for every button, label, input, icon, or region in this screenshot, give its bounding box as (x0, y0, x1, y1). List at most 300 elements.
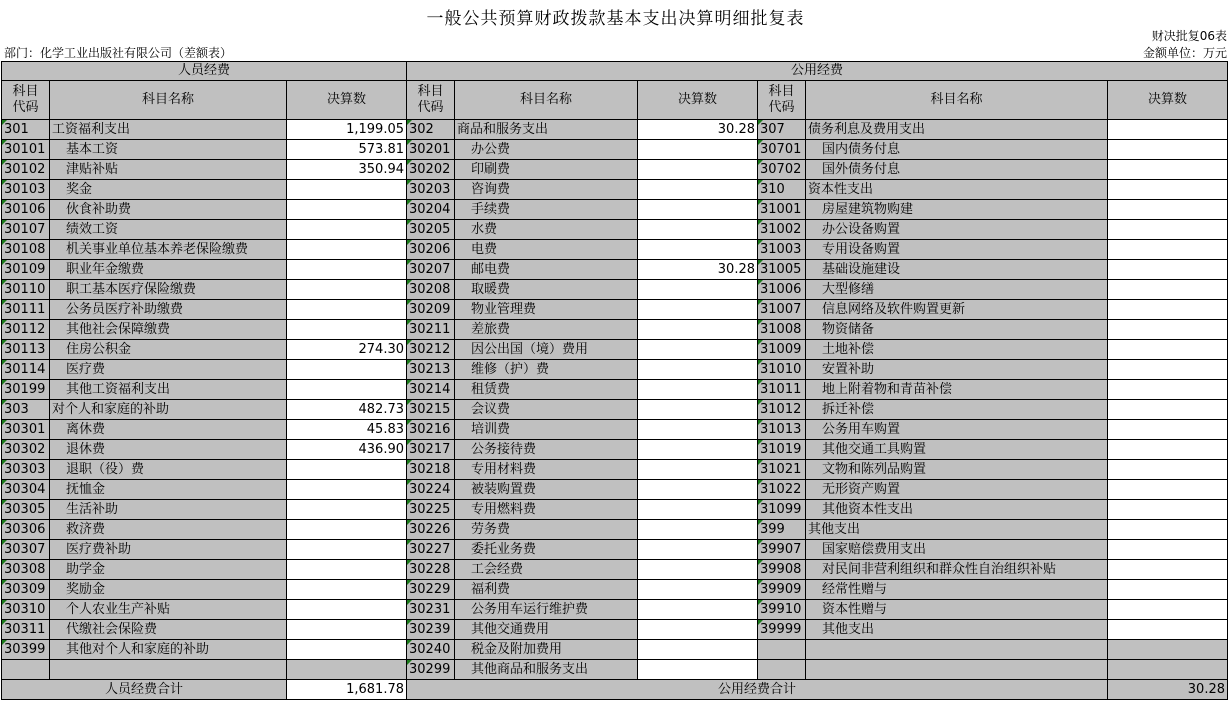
amount-cell[interactable] (287, 320, 407, 340)
amount-cell[interactable] (1108, 560, 1228, 580)
amount-cell[interactable] (1108, 180, 1228, 200)
amount-cell[interactable] (1108, 220, 1228, 240)
column-header-name: 科目名称 (455, 81, 638, 120)
table-row (2, 140, 1228, 160)
amount-cell[interactable] (287, 460, 407, 480)
subject-code: 30239 (407, 620, 455, 640)
code-header-text: 科目 代码 (768, 84, 795, 115)
subject-name: 个人农业生产补贴 (50, 600, 287, 620)
table-row (2, 660, 1228, 680)
subject-code: 30212 (407, 340, 455, 360)
amount-cell[interactable] (638, 480, 758, 500)
unit-label: 金额单位：万元 (1142, 46, 1227, 60)
column-header-name: 科目名称 (806, 81, 1108, 120)
subject-name: 会议费 (455, 400, 638, 420)
subject-name: 水费 (455, 220, 638, 240)
amount-cell[interactable] (1108, 360, 1228, 380)
subject-code: 30112 (2, 320, 50, 340)
subject-name (50, 660, 287, 680)
amount-cell[interactable] (287, 220, 407, 240)
table-row (2, 540, 1228, 560)
amount-cell[interactable] (1108, 140, 1228, 160)
amount-cell[interactable] (287, 260, 407, 280)
amount-cell[interactable] (1108, 340, 1228, 360)
subject-code: 30113 (2, 340, 50, 360)
subject-code: 31002 (758, 220, 806, 240)
amount-cell[interactable] (638, 300, 758, 320)
code-header-text: 科目 代码 (12, 84, 39, 115)
amount-cell[interactable] (638, 280, 758, 300)
amount-cell[interactable] (638, 160, 758, 180)
subject-code: 39999 (758, 620, 806, 640)
subject-code: 39909 (758, 580, 806, 600)
subject-code: 31007 (758, 300, 806, 320)
subject-code: 30227 (407, 540, 455, 560)
subject-code: 30208 (407, 280, 455, 300)
page-title: 一般公共预算财政拨款基本支出决算明细批复表 (426, 9, 805, 29)
subject-code: 30310 (2, 600, 50, 620)
subject-name: 职业年金缴费 (50, 260, 287, 280)
amount-cell[interactable] (1108, 120, 1228, 140)
amount-cell[interactable] (638, 140, 758, 160)
subject-name: 奖金 (50, 180, 287, 200)
subject-code: 30199 (2, 380, 50, 400)
column-header-name: 科目名称 (50, 81, 287, 120)
subject-code (2, 660, 50, 680)
subject-code: 30213 (407, 360, 455, 380)
amount-cell[interactable] (1108, 600, 1228, 620)
amount-cell[interactable] (1108, 440, 1228, 460)
subject-code: 30114 (2, 360, 50, 380)
amount-cell[interactable] (1108, 380, 1228, 400)
amount-cell[interactable]: 482.73 (287, 400, 407, 420)
subject-code: 399 (758, 520, 806, 540)
subject-name: 专用材料费 (455, 460, 638, 480)
subject-name: 劳务费 (455, 520, 638, 540)
subject-code: 30109 (2, 260, 50, 280)
subject-name: 奖励金 (50, 580, 287, 600)
table-row (2, 240, 1228, 260)
subject-name: 对民间非营利组织和群众性自治组织补贴 (806, 560, 1108, 580)
amount-cell[interactable] (287, 540, 407, 560)
amount-cell[interactable]: 45.83 (287, 420, 407, 440)
subject-code: 30217 (407, 440, 455, 460)
subject-code: 30207 (407, 260, 455, 280)
amount-cell[interactable] (1108, 480, 1228, 500)
amount-cell[interactable] (638, 640, 758, 660)
amount-cell[interactable]: 573.81 (287, 140, 407, 160)
subject-code: 30304 (2, 480, 50, 500)
subject-code: 31021 (758, 460, 806, 480)
subject-name: 生活补助 (50, 500, 287, 520)
subject-code: 30205 (407, 220, 455, 240)
subject-name: 邮电费 (455, 260, 638, 280)
subject-code: 39907 (758, 540, 806, 560)
subject-name: 职工基本医疗保险缴费 (50, 280, 287, 300)
amount-cell[interactable] (638, 660, 758, 680)
subject-code: 30225 (407, 500, 455, 520)
subject-name: 其他对个人和家庭的补助 (50, 640, 287, 660)
code-header-text: 科目 代码 (417, 84, 444, 115)
subject-name: 救济费 (50, 520, 287, 540)
subject-code: 307 (758, 120, 806, 140)
subject-name: 文物和陈列品购置 (806, 460, 1108, 480)
subject-code: 30203 (407, 180, 455, 200)
table-row (2, 580, 1228, 600)
subject-code: 30202 (407, 160, 455, 180)
amount-cell[interactable] (638, 620, 758, 640)
subject-name: 离休费 (50, 420, 287, 440)
subject-name: 地上附着物和青苗补偿 (806, 380, 1108, 400)
subject-name: 物资储备 (806, 320, 1108, 340)
subject-name: 代缴社会保险费 (50, 620, 287, 640)
subject-code (758, 660, 806, 680)
amount-cell[interactable] (1108, 300, 1228, 320)
subject-name: 其他商品和服务支出 (455, 660, 638, 680)
subject-code: 30216 (407, 420, 455, 440)
subject-code: 30307 (2, 540, 50, 560)
amount-cell[interactable] (287, 300, 407, 320)
amount-cell[interactable] (638, 200, 758, 220)
personnel-header: 人员经费 (2, 62, 407, 81)
subject-name: 拆迁补偿 (806, 400, 1108, 420)
subject-name: 咨询费 (455, 180, 638, 200)
subject-name: 绩效工资 (50, 220, 287, 240)
subject-code: 31001 (758, 200, 806, 220)
subject-name: 维修（护）费 (455, 360, 638, 380)
subject-code: 303 (2, 400, 50, 420)
subject-name: 公务用车购置 (806, 420, 1108, 440)
amount-cell[interactable] (287, 520, 407, 540)
subject-name: 基础设施建设 (806, 260, 1108, 280)
amount-cell[interactable] (638, 540, 758, 560)
amount-cell[interactable] (287, 620, 407, 640)
subject-code: 31010 (758, 360, 806, 380)
table-row (2, 460, 1228, 480)
subject-name: 信息网络及软件购置更新 (806, 300, 1108, 320)
subject-name: 委托业务费 (455, 540, 638, 560)
table-row (2, 640, 1228, 660)
amount-cell[interactable] (638, 560, 758, 580)
subject-name: 税金及附加费用 (455, 640, 638, 660)
amount-cell[interactable] (1108, 460, 1228, 480)
subject-name: 工会经费 (455, 560, 638, 580)
subject-code: 30702 (758, 160, 806, 180)
amount-cell[interactable]: 274.30 (287, 340, 407, 360)
subject-code: 30305 (2, 500, 50, 520)
subject-code: 30214 (407, 380, 455, 400)
subject-code: 31009 (758, 340, 806, 360)
subject-code: 31011 (758, 380, 806, 400)
amount-cell[interactable] (638, 400, 758, 420)
column-header-amount: 决算数 (638, 81, 758, 120)
amount-cell[interactable] (638, 580, 758, 600)
amount-cell[interactable] (638, 600, 758, 620)
subject-name: 其他社会保障缴费 (50, 320, 287, 340)
subject-code: 30103 (2, 180, 50, 200)
subject-name: 租赁费 (455, 380, 638, 400)
subject-code: 30701 (758, 140, 806, 160)
subject-code: 31022 (758, 480, 806, 500)
subject-name: 福利费 (455, 580, 638, 600)
subject-name: 伙食补助费 (50, 200, 287, 220)
column-header-code (758, 81, 806, 120)
amount-cell[interactable] (287, 200, 407, 220)
subject-name: 退职（役）费 (50, 460, 287, 480)
subject-code: 30110 (2, 280, 50, 300)
subject-name: 对个人和家庭的补助 (50, 400, 287, 420)
amount-cell[interactable] (1108, 620, 1228, 640)
table-row (2, 440, 1228, 460)
amount-cell[interactable] (1108, 540, 1228, 560)
subject-code: 30201 (407, 140, 455, 160)
subject-name: 手续费 (455, 200, 638, 220)
form-number: 财决批复06表 (1151, 29, 1227, 43)
subject-code: 30226 (407, 520, 455, 540)
subject-name: 大型修缮 (806, 280, 1108, 300)
subject-code: 30206 (407, 240, 455, 260)
amount-cell[interactable]: 1,199.05 (287, 120, 407, 140)
table-row (2, 120, 1228, 140)
subject-name: 培训费 (455, 420, 638, 440)
table-row (2, 340, 1228, 360)
subject-name: 差旅费 (455, 320, 638, 340)
subject-name (806, 640, 1108, 660)
amount-cell[interactable] (1108, 660, 1228, 680)
amount-cell[interactable] (638, 440, 758, 460)
subject-name: 印刷费 (455, 160, 638, 180)
amount-cell[interactable] (1108, 400, 1228, 420)
subject-code: 30229 (407, 580, 455, 600)
subject-name: 土地补偿 (806, 340, 1108, 360)
subject-code: 30215 (407, 400, 455, 420)
table-row (2, 280, 1228, 300)
amount-cell[interactable] (287, 180, 407, 200)
column-header-amount: 决算数 (287, 81, 407, 120)
amount-cell[interactable] (638, 520, 758, 540)
subject-name: 国内债务付息 (806, 140, 1108, 160)
amount-cell[interactable] (287, 580, 407, 600)
subject-name: 其他资本性支出 (806, 500, 1108, 520)
subject-code: 30204 (407, 200, 455, 220)
subject-name: 国家赔偿费用支出 (806, 540, 1108, 560)
amount-cell[interactable] (638, 420, 758, 440)
amount-cell[interactable] (1108, 200, 1228, 220)
subject-code: 30101 (2, 140, 50, 160)
table-row (2, 180, 1228, 200)
subject-name: 工资福利支出 (50, 120, 287, 140)
amount-cell[interactable] (1108, 280, 1228, 300)
subject-name: 被装购置费 (455, 480, 638, 500)
amount-cell[interactable] (287, 640, 407, 660)
subject-name: 公务接待费 (455, 440, 638, 460)
amount-cell[interactable] (287, 500, 407, 520)
amount-cell[interactable]: 436.90 (287, 440, 407, 460)
amount-cell[interactable] (1108, 580, 1228, 600)
subject-code: 31008 (758, 320, 806, 340)
subject-code: 31099 (758, 500, 806, 520)
amount-cell[interactable] (1108, 500, 1228, 520)
subject-code: 30209 (407, 300, 455, 320)
table-row (2, 400, 1228, 420)
amount-cell[interactable] (1108, 640, 1228, 660)
subject-code: 31013 (758, 420, 806, 440)
amount-cell[interactable] (287, 240, 407, 260)
subject-code: 31005 (758, 260, 806, 280)
subject-code: 30107 (2, 220, 50, 240)
subject-code: 30308 (2, 560, 50, 580)
subject-code: 30211 (407, 320, 455, 340)
column-header-code (407, 81, 455, 120)
table-row (2, 220, 1228, 240)
amount-cell[interactable] (638, 340, 758, 360)
subject-name: 办公费 (455, 140, 638, 160)
subject-name: 公务员医疗补助缴费 (50, 300, 287, 320)
amount-cell[interactable] (287, 280, 407, 300)
subject-name: 因公出国（境）费用 (455, 340, 638, 360)
amount-cell[interactable] (287, 360, 407, 380)
subject-name: 专用设备购置 (806, 240, 1108, 260)
subject-name: 其他交通工具购置 (806, 440, 1108, 460)
amount-cell[interactable] (638, 180, 758, 200)
amount-cell[interactable] (1108, 260, 1228, 280)
subject-code: 31019 (758, 440, 806, 460)
subject-code: 30106 (2, 200, 50, 220)
amount-cell[interactable] (1108, 520, 1228, 540)
column-header-code (2, 81, 50, 120)
subject-code: 30228 (407, 560, 455, 580)
subject-name: 办公设备购置 (806, 220, 1108, 240)
table-row (2, 360, 1228, 380)
department-label: 部门：化学工业出版社有限公司（差额表） (4, 46, 233, 60)
subject-name: 其他支出 (806, 620, 1108, 640)
subject-name: 资本性支出 (806, 180, 1108, 200)
amount-cell[interactable] (287, 660, 407, 680)
amount-cell[interactable] (638, 320, 758, 340)
subject-name: 其他支出 (806, 520, 1108, 540)
subject-code: 31012 (758, 400, 806, 420)
subject-code: 30302 (2, 440, 50, 460)
subject-code: 30399 (2, 640, 50, 660)
amount-cell[interactable] (287, 380, 407, 400)
subject-name: 商品和服务支出 (455, 120, 638, 140)
table-row (2, 600, 1228, 620)
amount-cell[interactable]: 30.28 (638, 120, 758, 140)
subject-name: 其他工资福利支出 (50, 380, 287, 400)
table-row (2, 300, 1228, 320)
amount-cell[interactable]: 30.28 (638, 260, 758, 280)
subject-name: 经常性赠与 (806, 580, 1108, 600)
subject-name: 公务用车运行维护费 (455, 600, 638, 620)
table-row (2, 320, 1228, 340)
amount-cell[interactable] (638, 500, 758, 520)
table-row (2, 260, 1228, 280)
subject-code: 30306 (2, 520, 50, 540)
subject-code: 31006 (758, 280, 806, 300)
amount-cell[interactable] (638, 220, 758, 240)
subject-name: 物业管理费 (455, 300, 638, 320)
subject-name: 专用燃料费 (455, 500, 638, 520)
amount-cell[interactable] (638, 460, 758, 480)
subject-code: 30309 (2, 580, 50, 600)
subject-name: 退休费 (50, 440, 287, 460)
public-header: 公用经费 (407, 62, 1228, 81)
personnel-total-value[interactable]: 1,681.78 (287, 680, 407, 700)
subject-name: 助学金 (50, 560, 287, 580)
amount-cell[interactable] (1108, 320, 1228, 340)
public-total-value[interactable]: 30.28 (1108, 680, 1228, 700)
table-row (2, 200, 1228, 220)
subject-code: 30311 (2, 620, 50, 640)
amount-cell[interactable] (287, 600, 407, 620)
subject-name: 债务利息及费用支出 (806, 120, 1108, 140)
subject-code: 30224 (407, 480, 455, 500)
public-total-label: 公用经费合计 (407, 680, 1108, 700)
subject-name: 住房公积金 (50, 340, 287, 360)
table-row (2, 560, 1228, 580)
personnel-total-label: 人员经费合计 (2, 680, 287, 700)
subject-code: 39910 (758, 600, 806, 620)
subject-code: 30111 (2, 300, 50, 320)
amount-cell[interactable] (287, 480, 407, 500)
subject-code: 31003 (758, 240, 806, 260)
subject-code: 30102 (2, 160, 50, 180)
subject-name: 取暖费 (455, 280, 638, 300)
subject-code: 30108 (2, 240, 50, 260)
amount-cell[interactable]: 350.94 (287, 160, 407, 180)
table-row (2, 520, 1228, 540)
subject-name: 资本性赠与 (806, 600, 1108, 620)
subject-name: 电费 (455, 240, 638, 260)
subject-name: 抚恤金 (50, 480, 287, 500)
amount-cell[interactable] (638, 380, 758, 400)
subject-code: 39908 (758, 560, 806, 580)
subject-name: 其他交通费用 (455, 620, 638, 640)
subject-name: 津贴补贴 (50, 160, 287, 180)
column-header-amount: 决算数 (1108, 81, 1228, 120)
amount-cell[interactable] (638, 240, 758, 260)
subject-code: 30301 (2, 420, 50, 440)
subject-name: 机关事业单位基本养老保险缴费 (50, 240, 287, 260)
table-row (2, 480, 1228, 500)
amount-cell[interactable] (287, 560, 407, 580)
amount-cell[interactable] (638, 360, 758, 380)
subject-code: 30218 (407, 460, 455, 480)
subject-code: 30231 (407, 600, 455, 620)
subject-code: 30303 (2, 460, 50, 480)
subject-name: 无形资产购置 (806, 480, 1108, 500)
subject-code: 302 (407, 120, 455, 140)
table-row (2, 160, 1228, 180)
totals-row (2, 680, 1228, 700)
table-row (2, 500, 1228, 520)
subject-name: 医疗费补助 (50, 540, 287, 560)
subject-name (806, 660, 1108, 680)
table-row (2, 620, 1228, 640)
subject-code: 301 (2, 120, 50, 140)
subject-name: 安置补助 (806, 360, 1108, 380)
subject-code: 30240 (407, 640, 455, 660)
table-row (2, 380, 1228, 400)
subject-name: 基本工资 (50, 140, 287, 160)
amount-cell[interactable] (1108, 160, 1228, 180)
subject-code: 30299 (407, 660, 455, 680)
subject-name: 医疗费 (50, 360, 287, 380)
subject-code (758, 640, 806, 660)
budget-table (1, 61, 1228, 700)
amount-cell[interactable] (1108, 420, 1228, 440)
amount-cell[interactable] (1108, 240, 1228, 260)
